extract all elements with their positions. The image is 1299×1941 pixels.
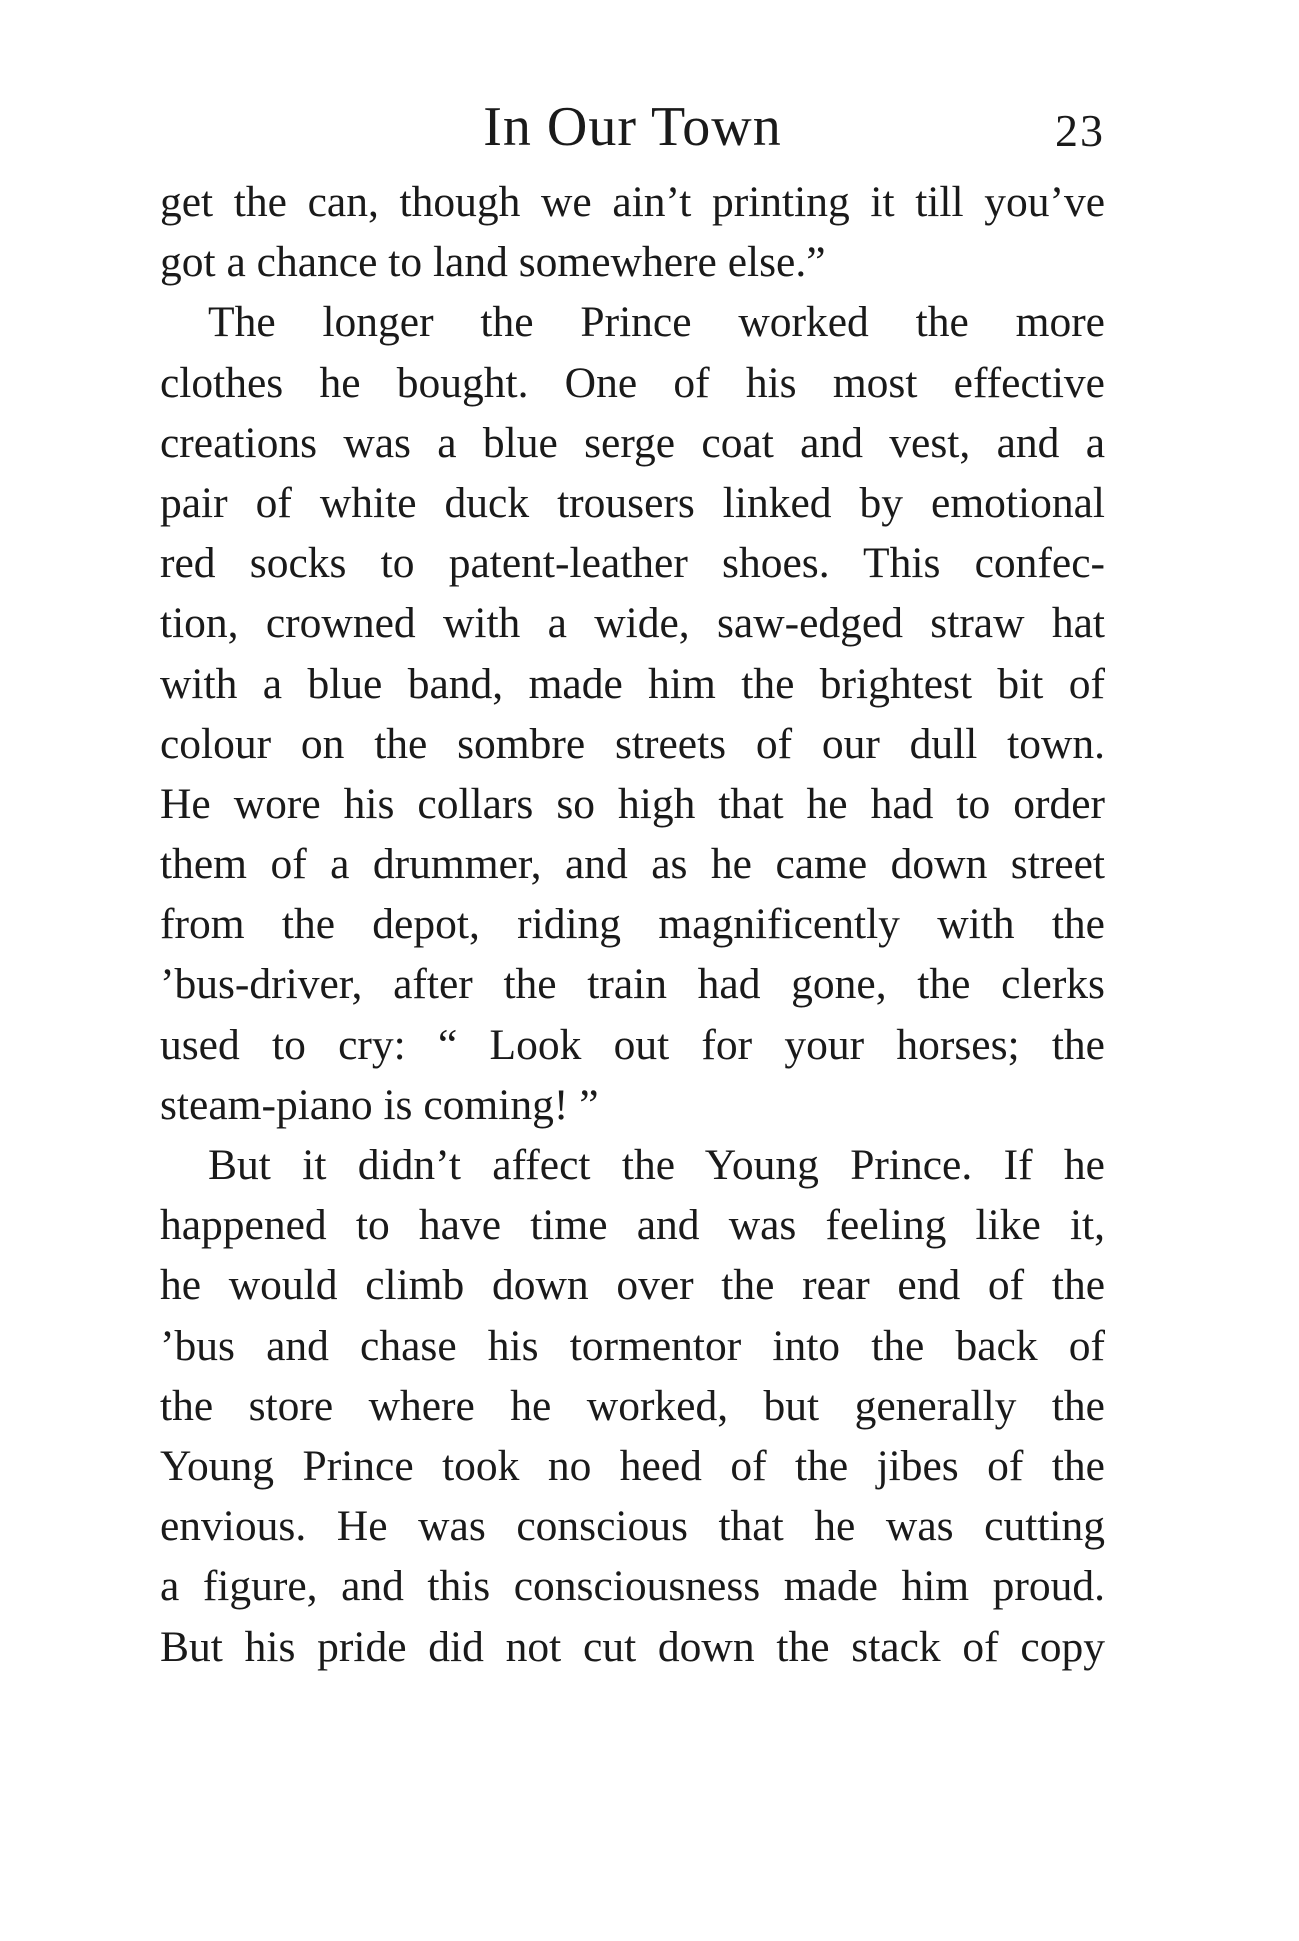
text-line: The longer the Prince worked the more: [208, 298, 1105, 347]
text-line: happened to have time and was feeling like it,: [160, 1201, 1105, 1250]
running-head: [160, 92, 1105, 162]
text-line: the store where he worked, but generally the: [160, 1381, 1105, 1430]
body-text: [160, 172, 1105, 1677]
text-line: got a chance to land somewhere else.”: [160, 238, 826, 287]
text-line: tion, crowned with a wide, saw-edged straw hat: [160, 599, 1105, 648]
text-line: pair of white duck trousers linked by emotional: [160, 478, 1105, 527]
text-line: from the depot, riding magnificently with the: [160, 900, 1105, 949]
page-number: 23: [1055, 105, 1105, 156]
text-line: But it didn’t affect the Young Prince. If he: [208, 1141, 1105, 1189]
text-line: steam-piano is coming! ”: [160, 1080, 599, 1129]
text-line: He wore his collars so high that he had to order: [160, 779, 1105, 828]
text-line: clothes he bought. One of his most effective: [160, 358, 1105, 407]
text-line: Young Prince took no heed of the jibes of the: [160, 1441, 1105, 1490]
text-line: envious. He was conscious that he was cutting: [160, 1502, 1105, 1551]
text-line: red socks to patent-leather shoes. This confec-: [160, 539, 1105, 588]
text-line: used to cry: “ Look out for your horses; the: [160, 1020, 1105, 1069]
text-line: But his pride did not cut down the stack of copy: [160, 1622, 1105, 1671]
text-line: ’bus-driver, after the train had gone, the clerks: [160, 960, 1105, 1009]
text-line: ’bus and chase his tormentor into the back of: [160, 1321, 1105, 1370]
text-line: a figure, and this consciousness made him proud.: [160, 1562, 1105, 1611]
text-line: with a blue band, made him the brightest bit of: [160, 659, 1105, 708]
running-title: In Our Town: [483, 96, 782, 158]
text-line: he would climb down over the rear end of the: [160, 1261, 1105, 1310]
text-line: them of a drummer, and as he came down street: [160, 840, 1105, 889]
text-line: get the can, though we ain’t printing it till you’ve: [160, 178, 1105, 226]
text-line: colour on the sombre streets of our dull town.: [160, 719, 1105, 768]
text-line: creations was a blue serge coat and vest, and a: [160, 418, 1105, 467]
